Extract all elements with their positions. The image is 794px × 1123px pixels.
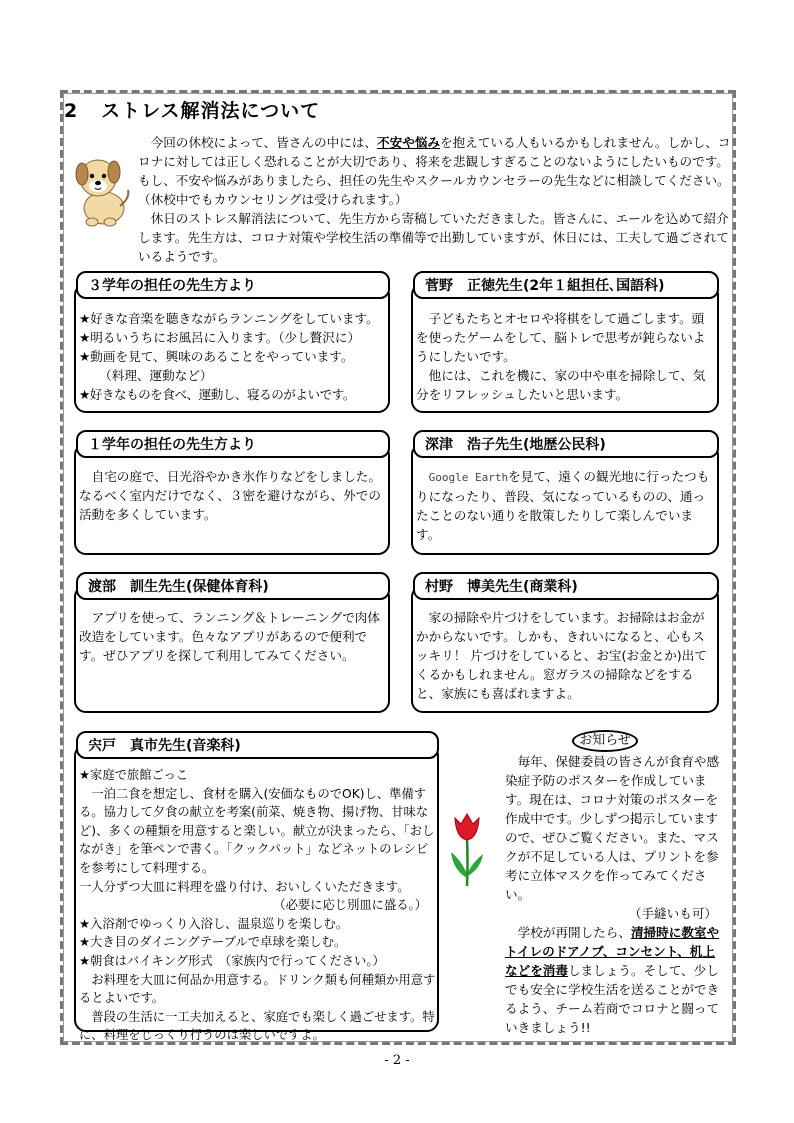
box-grade3-title: ３学年の担任の先生方より — [76, 271, 390, 299]
intro-p1-a: 今回の休校によって、皆さんの中には、 — [150, 135, 378, 150]
fukatsu-app-name: Google Earth — [428, 471, 509, 484]
section-title — [64, 96, 320, 123]
sugano-p1: 子どもたちとオセロや将棋をして過ごします。頭を使ったゲームをして、脳トレで思考が鈍らないようにしたいです。 — [416, 311, 706, 364]
box-watanabe-title: 渡部 訓生先生(保健体育科) — [76, 572, 390, 600]
box-sugano-body — [416, 309, 716, 404]
box-murano-body — [416, 608, 716, 703]
notice-p3-c: しましょう。そして、少しでも安全に学校生活を送ることができるよう、チーム若商でコロナと闘っていきましょう!! — [505, 963, 720, 1035]
notice-p3-a: 学校が再開したら、 — [517, 925, 631, 940]
dog-illustration — [70, 150, 132, 228]
shishido-h3: ★大き目のダイニングテーブルで卓球を楽しむ。 — [79, 935, 347, 950]
shishido-h2: ★入浴剤でゆっくり入浴し、温泉巡りを楽しむ。 — [79, 916, 349, 931]
box-grade3-body — [79, 309, 389, 404]
g3-line: （料理、運動など） — [99, 368, 213, 383]
box-sugano-title: 菅野 正徳先生(2年１組担任､国語科) — [413, 271, 719, 299]
intro-paragraph-2: 休日のストレス解消法について、先生方から寄稿していただきました。皆さんに、エールを込めて紹介します。先生方は、コロナ対策や学校生活の準備等で出勤していますが、休日には、工夫して過ごされているようです。 — [138, 211, 729, 264]
g3-line: ★好きなものを食べ、運動し、寝るのがよいです。 — [79, 387, 355, 402]
g3-line: ★好きな音楽を聴きながらランニングをしています。 — [79, 311, 379, 326]
shishido-h4: ★朝食はバイキング形式 （家族内で行ってください。） — [79, 953, 385, 968]
shishido-p2: 一人分ずつ大皿に料理を盛り付け、おいしくいただきます。 — [79, 879, 410, 894]
box-watanabe-body — [79, 608, 387, 665]
tulip-illustration — [447, 808, 487, 888]
shishido-p5: 普段の生活に一工夫加えると、家庭でも楽しく過ごせます。特に、料理をじっくり行うのは楽しいですよ。 — [79, 1009, 435, 1043]
notice-p1: 毎年、保健委員の皆さんが食育や感染症予防のポスターを作成しています。現在は、コロナ対策のポスターを作成中です。少しずつ掲示していますので、ぜひご覧ください。また、マスクが不足している人は、プリントを参考に立体マスクを作ってみてください。 — [505, 754, 720, 902]
shishido-p1: 一泊二食を想定し、食材を購入(安価なものでOK)し、準備する。協力して夕食の献立を考案(前菜、焼き物、揚げ物、甘味など)、多くの種類を用意すると楽しい。献立が決まったら、「おしながき」を筆ペンで書く。「クックパット」などネットのレシピを参考にして料理する。 — [79, 786, 435, 875]
notice-body — [505, 752, 723, 1037]
intro-p1-c: を抱えている人もいるかもしれません。しかし、コロナに対しては正しく恐れることが大切であり、将来を悲観しすぎることのないようにしたいものです。もし、不安や悩みがありましたら、担任の先生やスクールカウンセラーの先生などに相談してください。（休校中でもカウンセリングは受けられます。） — [138, 135, 731, 207]
sugano-p2: 他には、これを機に、家の中や車を掃除して、気分をリフレッシュしたいと思います。 — [416, 368, 706, 402]
intro-paragraph-1 — [138, 133, 734, 209]
notice-emphasis: 清掃時に教室やトイレのドアノブ、コンセント、机上などを消毒 — [505, 925, 720, 978]
murano-p1: 家の掃除や片づけをしています。お掃除はお金がかからないです。しかも、きれいになると、心もスッキリ！ 片づけをしていると、お宝(お金とか)出てくるかもしれません。窓ガラスの掃除などをすると、家族にも喜ばれますよ。 — [416, 610, 707, 701]
page-number: - 2 - — [384, 1053, 410, 1068]
fukatsu-p1: を見て、遠くの観光地に行ったつもりになったり、普段、気になっているものの、通ったことのない通りを散策したりして楽しんでいます。 — [416, 469, 710, 542]
shishido-h1: ★家庭で旅館ごっこ — [79, 768, 189, 782]
g1-p1: 自宅の庭で、日光浴やかき氷作りなどをしました。なるべく室内だけでなく、３密を避けながら、外での活動を多くしています。 — [79, 469, 381, 522]
notice-p2: （手縫いも可） — [628, 906, 717, 921]
section-number: 2 — [64, 100, 79, 122]
intro-emphasis: 不安や悩み — [377, 135, 440, 150]
box-grade1-title: １学年の担任の先生方より — [76, 430, 390, 458]
shishido-p4: お料理を大皿に何品か用意する。ドリンク類も何種類か用意するとよいです。 — [79, 972, 436, 1006]
g3-line: ★動画を見て、興味のあることをやっています。 — [79, 349, 354, 364]
box-grade1-body — [79, 467, 387, 524]
box-fukatsu-body — [416, 467, 716, 544]
box-shishido-title: 宍戸 真市先生(音楽科) — [76, 731, 439, 759]
box-fukatsu-title: 深津 浩子先生(地歴公民科) — [413, 430, 719, 458]
intro-text — [138, 133, 734, 266]
shishido-p3: （必要に応じ別皿に盛る。） — [273, 898, 427, 913]
g3-line: ★明るいうちにお風呂に入ります。（少し贅沢に） — [79, 330, 361, 345]
watanabe-p1: アプリを使って、ランニング＆トレーニングで肉体改造をしています。色々なアプリがあるので便利です。ぜひアプリを探して利用してみてください。 — [79, 610, 380, 663]
notice-title: お知らせ — [572, 730, 638, 752]
box-murano-title: 村野 博美先生(商業科) — [413, 572, 719, 600]
box-shishido-body — [79, 766, 437, 1045]
section-heading: ストレス解消法について — [101, 100, 321, 122]
